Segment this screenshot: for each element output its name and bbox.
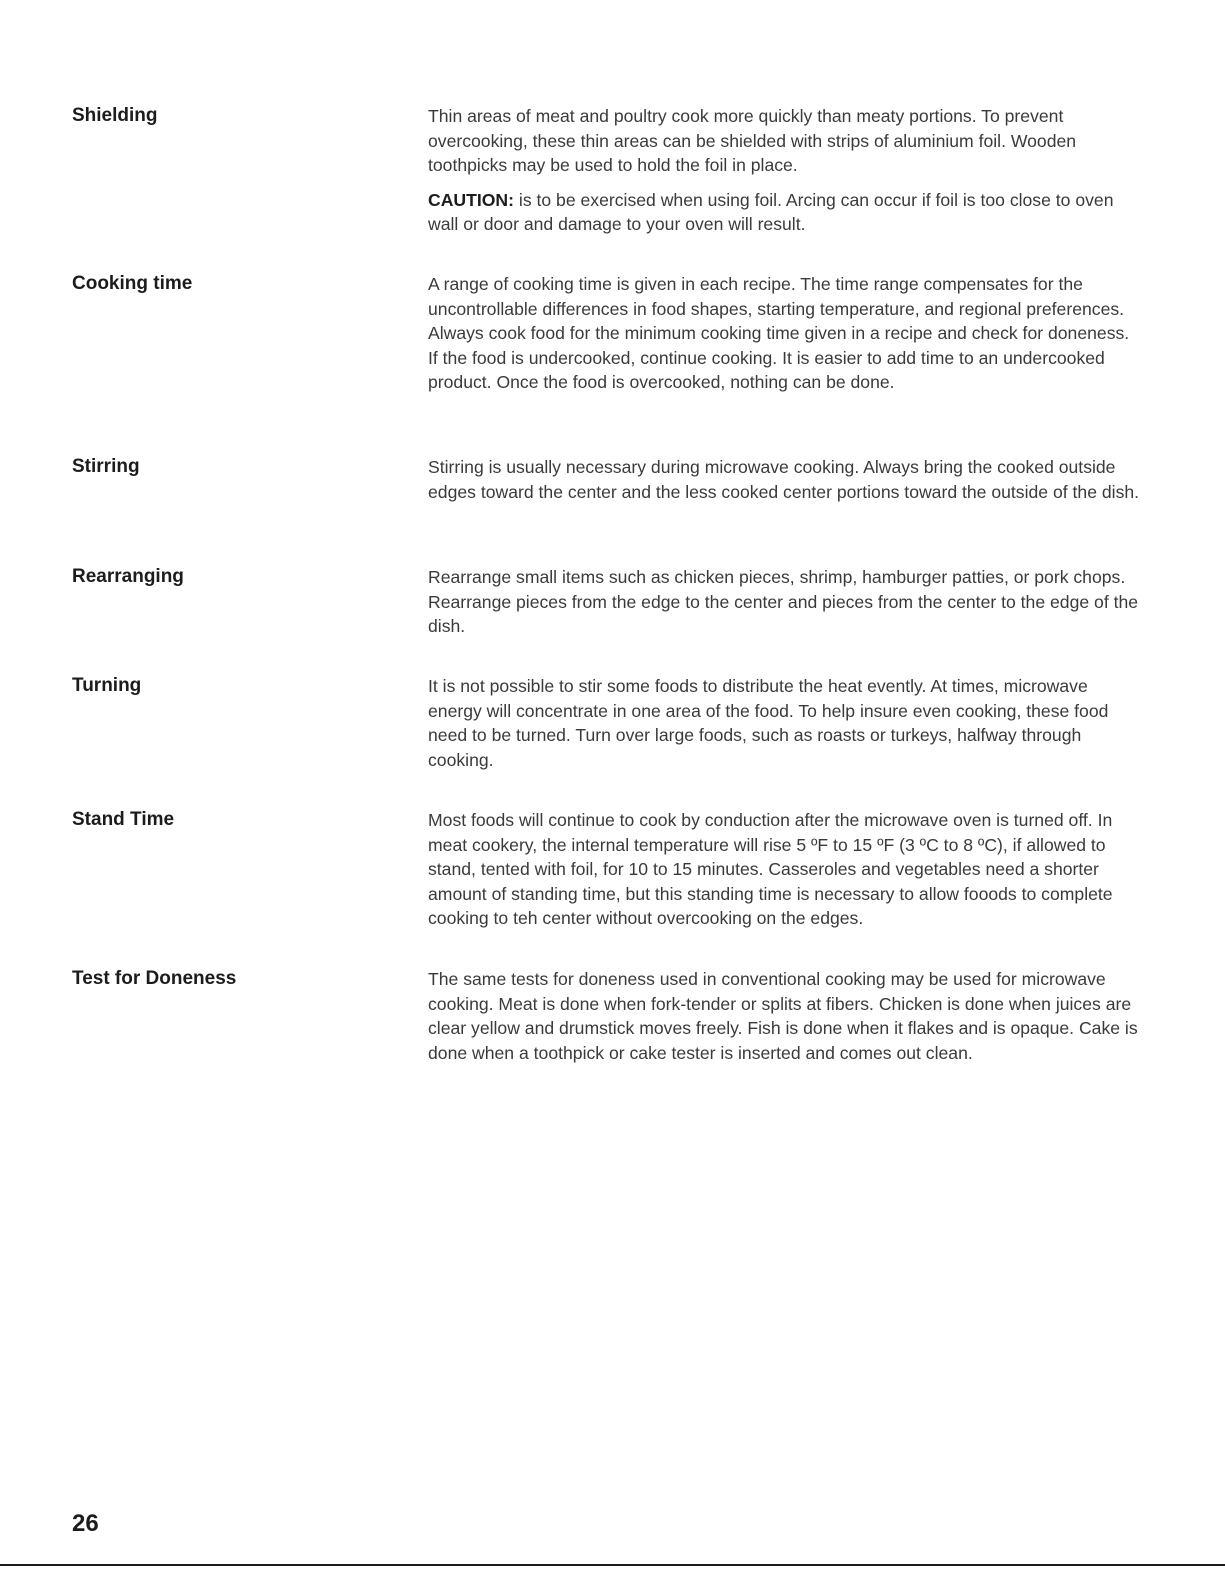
section-term: Rearranging: [72, 566, 184, 587]
caution-label: CAUTION:: [428, 189, 515, 210]
section-paragraph: It is not possible to stir some foods to distribute the heat evently. At times, microwave energy will concentrate in one area of the food. To help insure even cooking, these food need to be turned. Turn over large foods, such as roasts or turkeys, halfway through cooking.: [428, 676, 1109, 770]
section-term: Test for Doneness: [72, 968, 237, 989]
caution-text: is to be exercised when using foil. Arcing can occur if foil is too close to oven wall or door and damage to your oven will result.: [428, 189, 1114, 235]
section-term: Stand Time: [72, 809, 175, 830]
section-description: [428, 967, 1143, 1075]
page-number: 26: [72, 1510, 99, 1537]
section-description: [428, 674, 1143, 782]
section-paragraph: Thin areas of meat and poultry cook more quickly than meaty portions. To prevent overcooking, these thin areas can be shielded with strips of aluminium foil. Wooden toothpicks may be used to hold the foil in place.: [428, 106, 1077, 176]
section-term: Cooking time: [72, 273, 193, 294]
section-paragraph: Stirring is usually necessary during microwave cooking. Always bring the cooked outside edges toward the center and the less cooked center portions toward the outside of the dish.: [428, 457, 1140, 502]
section-paragraph: Most foods will continue to cook by conduction after the microwave oven is turned off. In meat cookery, the internal temperature will rise 5 ºF to 15 ºF (3 ºC to 8 ºC), if allowed to stand, tented with foil, for 10 to 15 minutes. Casseroles and vegetables need a shorter amount of standing time, but this standing time is necessary to allow fooods to complete cooking to teh center without overcooking on the edges.: [428, 810, 1113, 929]
section-description: [428, 455, 1143, 514]
caution-paragraph: [428, 188, 1143, 237]
section-description: [428, 104, 1143, 247]
section-term: Stirring: [72, 456, 140, 477]
section-paragraph: The same tests for doneness used in conventional cooking may be used for microwave cooking. Meat is done when fork-tender or splits at fibers. Chicken is done when juices are clear yellow and drumstick moves freely. Fish is done when it flakes and is opaque. Cake is done when a toothpick or cake tester is inserted and comes out clean.: [428, 969, 1138, 1063]
section-paragraph: A range of cooking time is given in each recipe. The time range compensates for the uncontrollable differences in food shapes, starting temperature, and regional preferences. Always cook food for the minimum cooking time given in a recipe and check for doneness. If the food is undercooked, continue cooking. It is easier to add time to an undercooked product. Once the food is overcooked, nothing can be done.: [428, 274, 1130, 393]
bottom-rule: [0, 1564, 1225, 1566]
section-term: Shielding: [72, 105, 158, 126]
section-term: Turning: [72, 675, 142, 696]
section-paragraph: Rearrange small items such as chicken pieces, shrimp, hamburger patties, or pork chops. Rearrange pieces from the edge to the center and pieces from the center to the edge of the dish.: [428, 567, 1139, 637]
section-description: [428, 808, 1143, 941]
section-description: [428, 565, 1143, 649]
section-description: [428, 272, 1143, 405]
